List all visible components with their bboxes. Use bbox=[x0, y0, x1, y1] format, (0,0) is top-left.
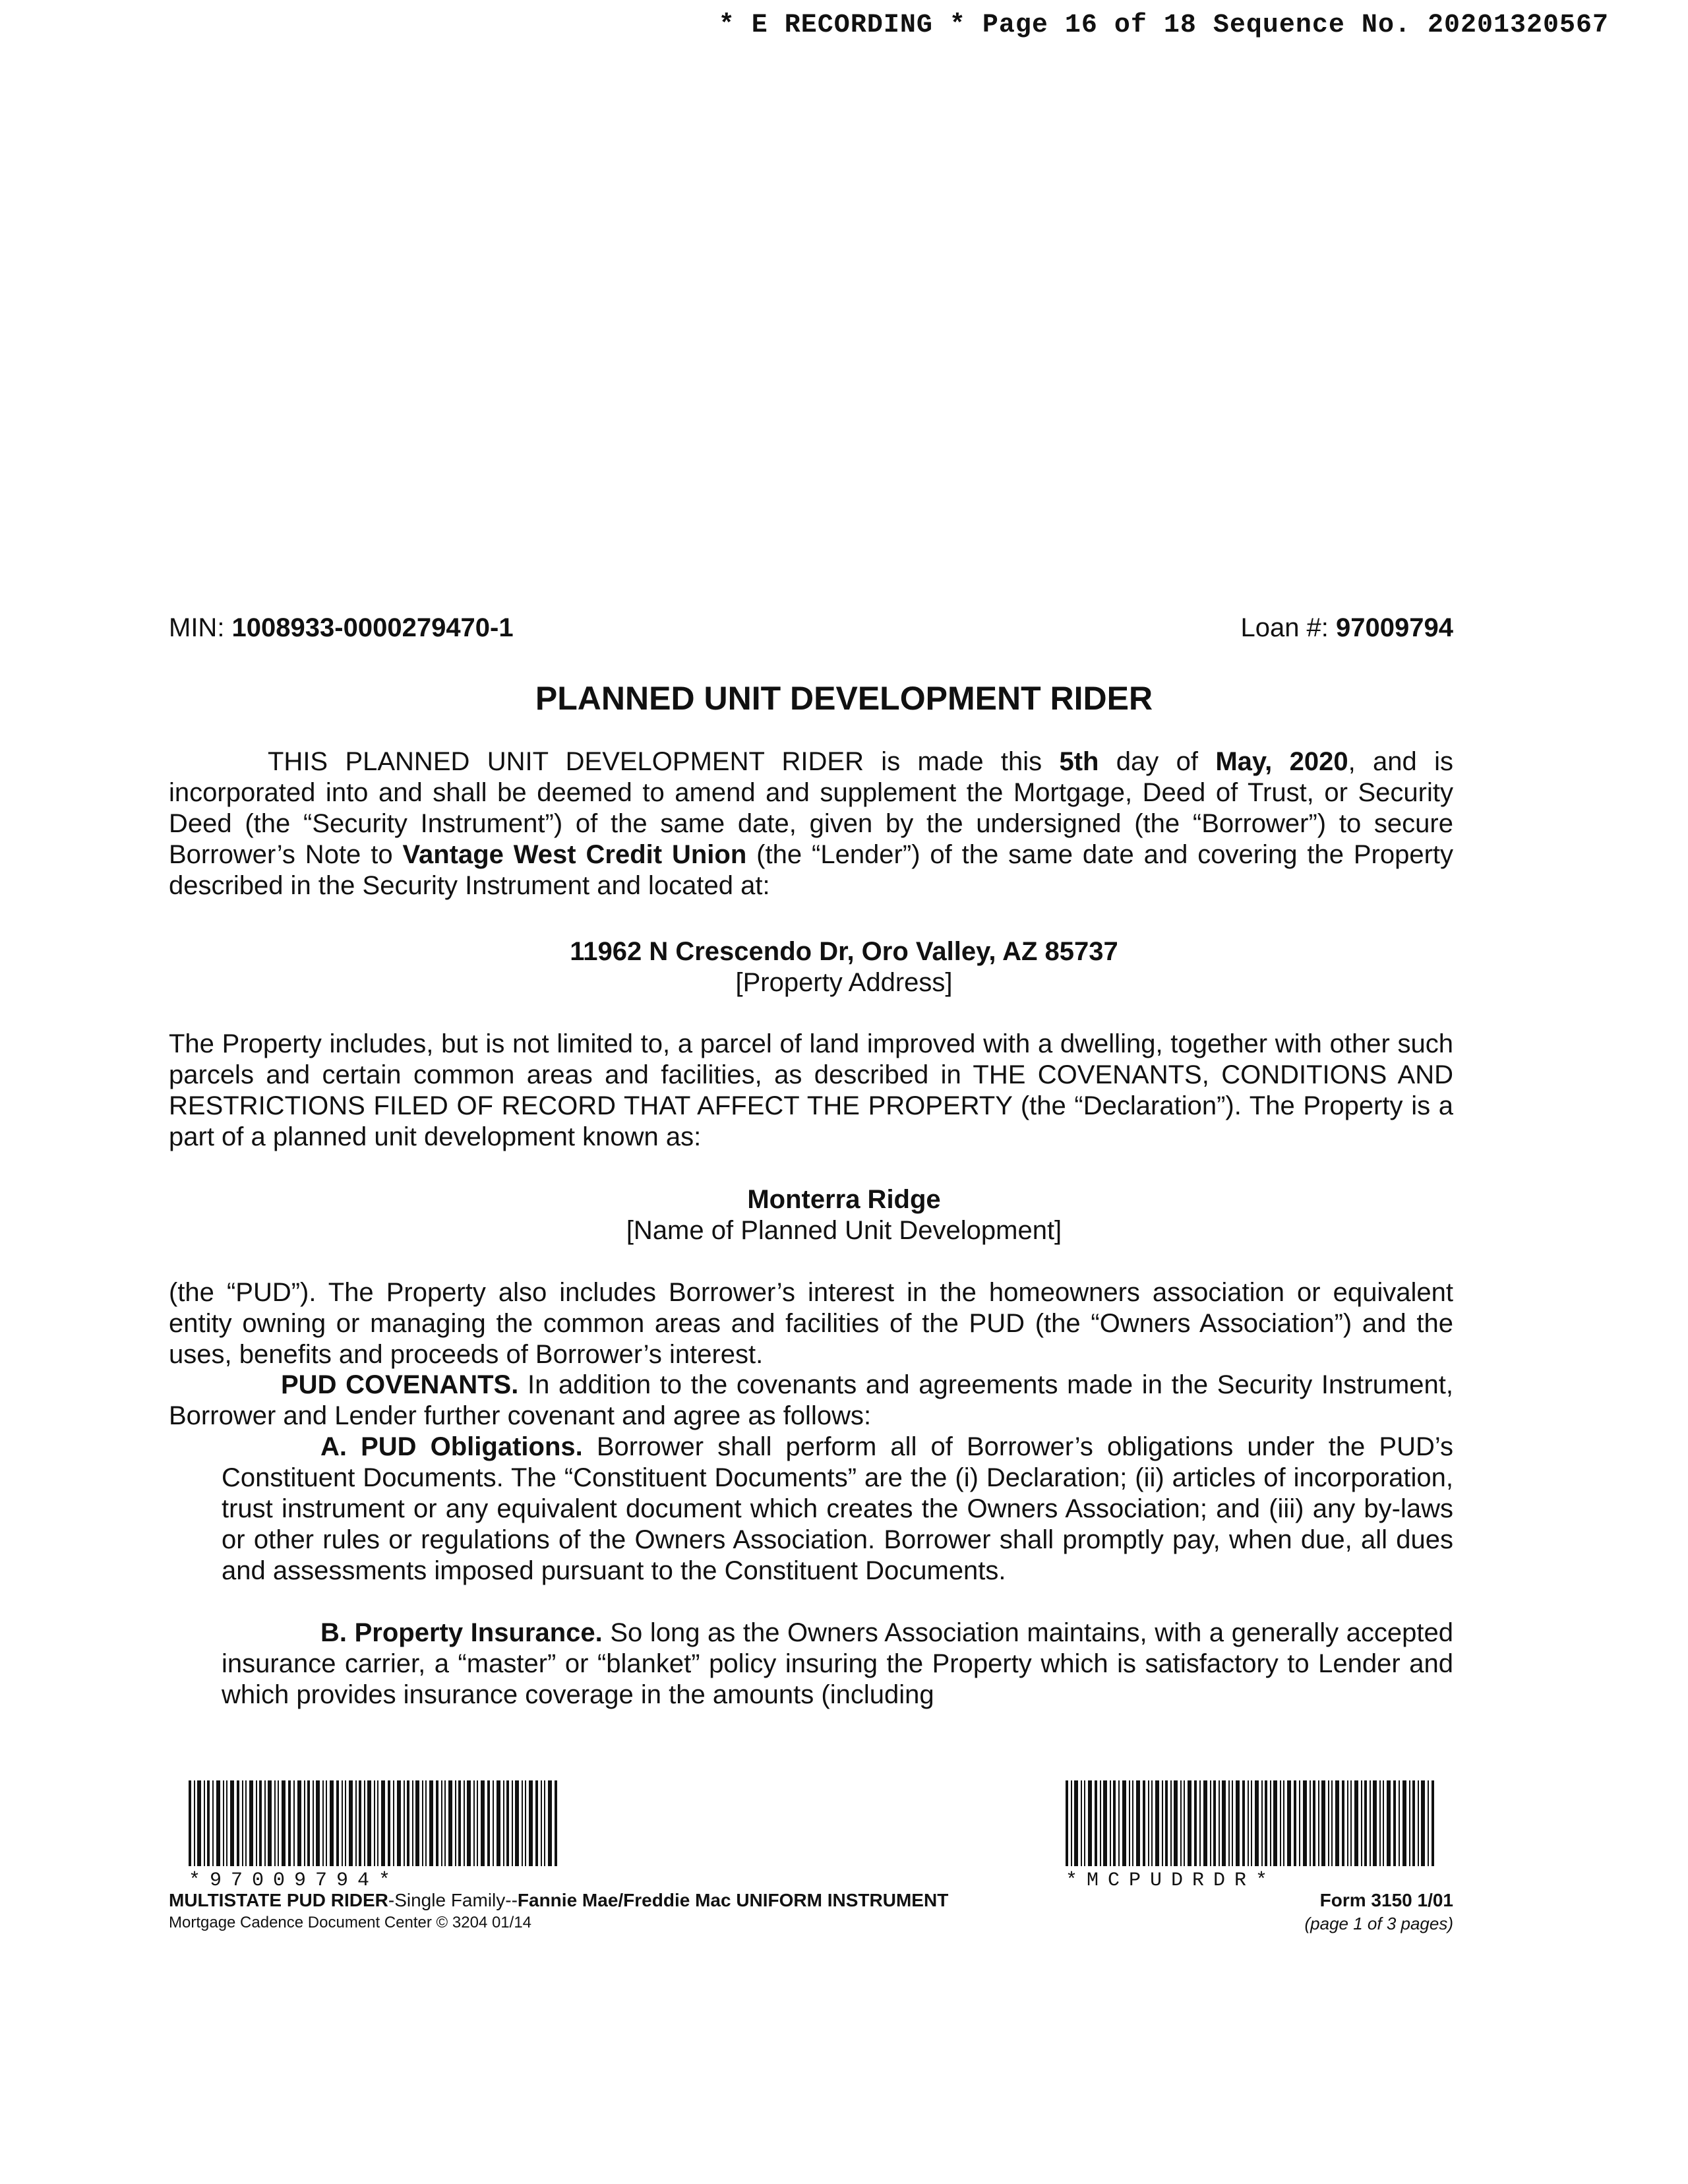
section-a-heading: A. PUD Obligations. bbox=[320, 1432, 583, 1461]
loan-number bbox=[1240, 613, 1453, 643]
property-address: 11962 N Crescendo Dr, Oro Valley, AZ 85737 bbox=[570, 937, 1118, 966]
footer-uniform-instrument: Fannie Mae/Freddie Mac UNIFORM INSTRUMENT bbox=[517, 1890, 949, 1910]
intro-text-2: day of bbox=[1099, 747, 1216, 776]
recording-stamp: * E RECORDING * Page 16 of 18 Sequence No. 20201320567 bbox=[718, 11, 1609, 40]
loan-label: Loan #: bbox=[1240, 613, 1337, 642]
pud-name-caption: [Name of Planned Unit Development] bbox=[626, 1216, 1062, 1245]
loan-barcode-icon bbox=[189, 1780, 558, 1866]
min-number bbox=[169, 613, 514, 643]
property-address-caption: [Property Address] bbox=[735, 968, 953, 997]
pud-name: Monterra Ridge bbox=[747, 1185, 941, 1214]
intro-month-year: May, 2020 bbox=[1215, 747, 1348, 776]
property-address-block bbox=[0, 936, 1688, 998]
form-barcode bbox=[1066, 1780, 1435, 1892]
pud-covenants-heading: PUD COVENANTS. bbox=[281, 1370, 519, 1399]
intro-day: 5th bbox=[1059, 747, 1099, 776]
pud-name-block bbox=[0, 1184, 1688, 1246]
footer-family-type: -Single Family-- bbox=[388, 1890, 518, 1910]
min-value: 1008933-0000279470-1 bbox=[231, 613, 514, 642]
intro-lender: Vantage West Credit Union bbox=[402, 840, 747, 869]
loan-value: 97009794 bbox=[1336, 613, 1453, 642]
loan-barcode bbox=[189, 1780, 558, 1892]
intro-paragraph bbox=[169, 746, 1453, 901]
pud-covenants-text: In addition to the covenants and agreements made in the Security Instrument, Borrower and Lender further covenant and agree as follows: bbox=[169, 1370, 1453, 1430]
section-b-paragraph bbox=[222, 1618, 1453, 1711]
section-b-heading: B. Property Insurance. bbox=[320, 1618, 603, 1647]
document-title: PLANNED UNIT DEVELOPMENT RIDER bbox=[535, 680, 1153, 717]
pud-covenants-paragraph bbox=[169, 1370, 1453, 1432]
property-includes-paragraph: The Property includes, but is not limited to, a parcel of land improved with a dwelling, together with other such parcels and certain common areas and facilities, as described in THE COVENANTS, CONDITIONS AND RESTRICTIONS FILED OF RECORD THAT AFFECT THE PROPERTY (the “Declaration”). The Property is a part of a planned unit development known as: bbox=[169, 1029, 1453, 1151]
loan-barcode-label: *97009794* bbox=[189, 1869, 400, 1892]
intro-text-3: , and is incorporated into and shall be deemed to amend and supplement the Mortgage, Deed of Trust, or Security Deed (the “Security Instrument”) of the same date, given by the undersigned (the “Borrower”) to secure Borrower’s Note to bbox=[169, 747, 1454, 869]
min-label: MIN: bbox=[169, 613, 232, 642]
section-b-text: So long as the Owners Association maintains, with a generally accepted insurance carrier, a “master” or “blanket” policy insuring the Property which is satisfactory to Lender and which provides insurance coverage in the amounts (including bbox=[222, 1618, 1454, 1709]
footer-instrument-line bbox=[169, 1890, 948, 1911]
footer-rider-name: MULTISTATE PUD RIDER bbox=[169, 1890, 388, 1910]
footer-form-number: Form 3150 1/01 bbox=[1319, 1890, 1453, 1910]
form-barcode-label: *MCPUDRDR* bbox=[1066, 1869, 1277, 1892]
footer-page-count: (page 1 of 3 pages) bbox=[1304, 1914, 1453, 1933]
footer-document-center: Mortgage Cadence Document Center © 3204 01/14 bbox=[169, 1914, 532, 1931]
section-a-text: Borrower shall perform all of Borrower’s obligations under the PUD’s Constituent Documents. The “Constituent Documents” are the (i) Declaration; (ii) articles of incorporation, trust instrument or any equivalent document which creates the Owners Association; and (iii) any by-laws or other rules or regulations of the Owners Association. Borrower shall promptly pay, when due, all dues and assessments imposed pursuant to the Constituent Documents. bbox=[222, 1432, 1454, 1585]
form-barcode-icon bbox=[1066, 1780, 1435, 1866]
pud-paragraph: (the “PUD”). The Property also includes Borrower’s interest in the homeowners association or equivalent entity owning or managing the common areas and facilities of the PUD (the “Owners Association”) and the uses, benefits and proceeds of Borrower’s interest. bbox=[169, 1278, 1453, 1369]
intro-text-1: THIS PLANNED UNIT DEVELOPMENT RIDER is made this bbox=[268, 747, 1060, 776]
intro-text-4: (the “Lender”) of the same date and covering the Property described in the Security Instrument and located at: bbox=[169, 840, 1454, 900]
section-a-paragraph bbox=[222, 1432, 1453, 1587]
